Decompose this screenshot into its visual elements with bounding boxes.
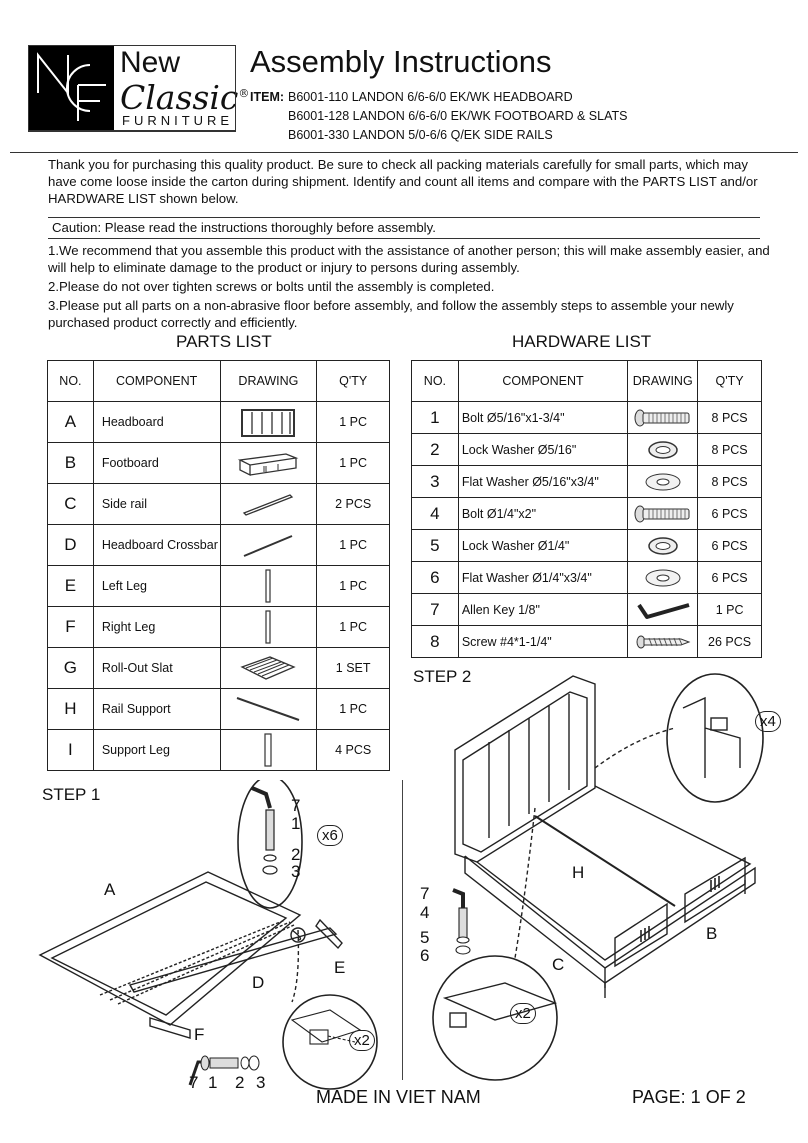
hw-component: Flat Washer Ø1/4"x3/4" (458, 562, 627, 594)
part-component: Support Leg (93, 730, 220, 771)
headboard-drawing (220, 402, 317, 443)
part-component: Roll-Out Slat (93, 648, 220, 689)
intro-text: Thank you for purchasing this quality product. Be sure to check all packing materials carefully for small parts, which may have come loose inside the carton during shipment. Identify and count all items and compare with the PARTS LIST and/or HARDWARE LIST shown below. (48, 157, 758, 206)
step2-diagram (405, 668, 800, 1083)
hw-no: 3 (412, 466, 459, 498)
col-header-drawing: DRAWING (220, 361, 317, 402)
callout-s2-6: 6 (420, 946, 430, 965)
part-no: F (48, 607, 94, 648)
part-no: D (48, 525, 94, 566)
part-component: Side rail (93, 484, 220, 525)
footboard-drawing (220, 443, 317, 484)
table-row (48, 566, 390, 607)
hw-qty: 8 PCS (698, 434, 762, 466)
item-list (250, 88, 627, 145)
hardware-table (411, 360, 762, 658)
col-header-no: NO. (48, 361, 94, 402)
logo-new-text: New (120, 46, 181, 79)
callout-s2-x2: x2 (510, 1003, 536, 1024)
table-row (48, 730, 390, 771)
callout-s2-4: 4 (420, 903, 430, 922)
part-no: A (48, 402, 94, 443)
made-in-text: MADE IN VIET NAM (316, 1087, 481, 1107)
table-row (412, 498, 762, 530)
part-no: I (48, 730, 94, 771)
part-component: Footboard (93, 443, 220, 484)
parts-list-title: PARTS LIST (176, 332, 272, 351)
callout-3: 3 (291, 862, 301, 881)
hw-qty: 6 PCS (698, 530, 762, 562)
hardware-list-title: HARDWARE LIST (512, 332, 652, 351)
right-leg-drawing (220, 607, 317, 648)
allen-key-icon (628, 594, 698, 626)
table-row (412, 434, 762, 466)
step2-label: STEP 2 (413, 667, 472, 686)
table-row (48, 525, 390, 566)
part-qty: 1 PC (317, 525, 390, 566)
callout-f: F (194, 1025, 205, 1044)
rail-support-drawing (220, 689, 317, 730)
hw-qty: 6 PCS (698, 498, 762, 530)
table-row (412, 466, 762, 498)
part-component: Rail Support (93, 689, 220, 730)
callout-x6: x6 (317, 825, 343, 846)
part-qty: 1 PC (317, 607, 390, 648)
col-header-qty: Q'TY (317, 361, 390, 402)
hw-qty: 6 PCS (698, 562, 762, 594)
part-no: G (48, 648, 94, 689)
item-line: B6001-110 LANDON 6/6-6/0 EK/WK HEADBOARD (288, 90, 573, 104)
logo-frame (28, 45, 236, 131)
table-row (412, 402, 762, 434)
crossbar-drawing (220, 525, 317, 566)
item-line: B6001-330 LANDON 5/0-6/6 Q/EK SIDE RAILS (288, 128, 553, 142)
hw-qty: 8 PCS (698, 402, 762, 434)
part-qty: 1 PC (317, 402, 390, 443)
hw-no: 8 (412, 626, 459, 658)
part-no: E (48, 566, 94, 607)
lock-washer-icon (628, 434, 698, 466)
note-item: 3.Please put all parts on a non-abrasive floor before assembly, and follow the assembly steps to assemble your newly purchased product correctly and efficiently. (48, 298, 734, 330)
callout-a: A (104, 880, 116, 899)
col-header-no: NO. (412, 361, 459, 402)
notes-list (48, 242, 773, 333)
hw-component: Bolt Ø1/4"x2" (458, 498, 627, 530)
bolt-icon (628, 402, 698, 434)
lock-washer-icon (628, 530, 698, 562)
item-line: B6001-128 LANDON 6/6-6/0 EK/WK FOOTBOARD & SLATS (288, 109, 628, 123)
callout-c: C (552, 955, 565, 974)
header-divider (10, 152, 798, 153)
hw-component: Bolt Ø5/16"x1-3/4" (458, 402, 627, 434)
table-row (412, 626, 762, 658)
side-rail-drawing (220, 484, 317, 525)
callout-e: E (334, 958, 346, 977)
logo-classic-text: Classic® (120, 78, 250, 117)
part-no: C (48, 484, 94, 525)
parts-table (47, 360, 390, 771)
callout-s2-7: 7 (420, 884, 430, 903)
hw-no: 1 (412, 402, 459, 434)
hw-qty: 8 PCS (698, 466, 762, 498)
table-row (412, 530, 762, 562)
hw-no: 2 (412, 434, 459, 466)
callout-bottom-7: 7 (189, 1073, 199, 1092)
callout-7: 7 (291, 796, 301, 815)
table-row (412, 594, 762, 626)
callout-bottom-2: 2 (235, 1073, 245, 1092)
callout-bottom-3: 3 (256, 1073, 266, 1092)
flat-washer-icon (628, 466, 698, 498)
step1-label: STEP 1 (42, 785, 101, 804)
item-label: ITEM: (250, 90, 285, 104)
table-row (48, 607, 390, 648)
col-header-component: COMPONENT (93, 361, 220, 402)
hw-component: Allen Key 1/8" (458, 594, 627, 626)
hw-component: Lock Washer Ø5/16" (458, 434, 627, 466)
part-component: Headboard (93, 402, 220, 443)
table-row (48, 443, 390, 484)
table-row (48, 689, 390, 730)
flat-washer-icon (628, 562, 698, 594)
callout-x2: x2 (349, 1030, 375, 1051)
step-divider (402, 780, 403, 1080)
page-title: Assembly Instructions (250, 44, 552, 79)
slat-drawing (220, 648, 317, 689)
hw-component: Lock Washer Ø1/4" (458, 530, 627, 562)
hw-qty: 1 PC (698, 594, 762, 626)
table-row (48, 402, 390, 443)
part-no: H (48, 689, 94, 730)
note-item: 2.Please do not over tighten screws or bolts until the assembly is completed. (48, 279, 495, 294)
callout-b: B (706, 924, 718, 943)
part-component: Headboard Crossbar (93, 525, 220, 566)
col-header-qty: Q'TY (698, 361, 762, 402)
part-qty: 1 SET (317, 648, 390, 689)
hw-component: Screw #4*1-1/4" (458, 626, 627, 658)
support-leg-drawing (220, 730, 317, 771)
logo-furniture-text: FURNITURE (122, 113, 234, 128)
screw-icon (628, 626, 698, 658)
callout-2: 2 (291, 845, 301, 864)
page-number: PAGE: 1 OF 2 (632, 1087, 746, 1107)
callout-x4: x4 (755, 711, 781, 732)
callout-h: H (572, 863, 585, 882)
part-qty: 1 PC (317, 566, 390, 607)
part-qty: 2 PCS (317, 484, 390, 525)
note-item: 1.We recommend that you assemble this product with the assistance of another person; this will make assembly easier, and will help to eliminate damage to the product or injury to persons during assembly. (48, 243, 770, 275)
logo-underline (28, 131, 236, 132)
part-qty: 1 PC (317, 689, 390, 730)
table-row (48, 648, 390, 689)
hw-no: 6 (412, 562, 459, 594)
bolt-icon (628, 498, 698, 530)
hw-qty: 26 PCS (698, 626, 762, 658)
table-row (412, 562, 762, 594)
hw-no: 4 (412, 498, 459, 530)
hw-component: Flat Washer Ø5/16"x3/4" (458, 466, 627, 498)
table-row (48, 484, 390, 525)
part-component: Right Leg (93, 607, 220, 648)
hw-no: 7 (412, 594, 459, 626)
part-component: Left Leg (93, 566, 220, 607)
callout-s2-5: 5 (420, 928, 430, 947)
caution-text: Caution: Please read the instructions thoroughly before assembly. (48, 217, 760, 239)
part-no: B (48, 443, 94, 484)
part-qty: 4 PCS (317, 730, 390, 771)
callout-bottom-1: 1 (208, 1073, 218, 1092)
col-header-drawing: DRAWING (628, 361, 698, 402)
callout-d: D (252, 973, 265, 992)
col-header-component: COMPONENT (458, 361, 627, 402)
part-qty: 1 PC (317, 443, 390, 484)
callout-1: 1 (291, 814, 301, 833)
left-leg-drawing (220, 566, 317, 607)
hw-no: 5 (412, 530, 459, 562)
